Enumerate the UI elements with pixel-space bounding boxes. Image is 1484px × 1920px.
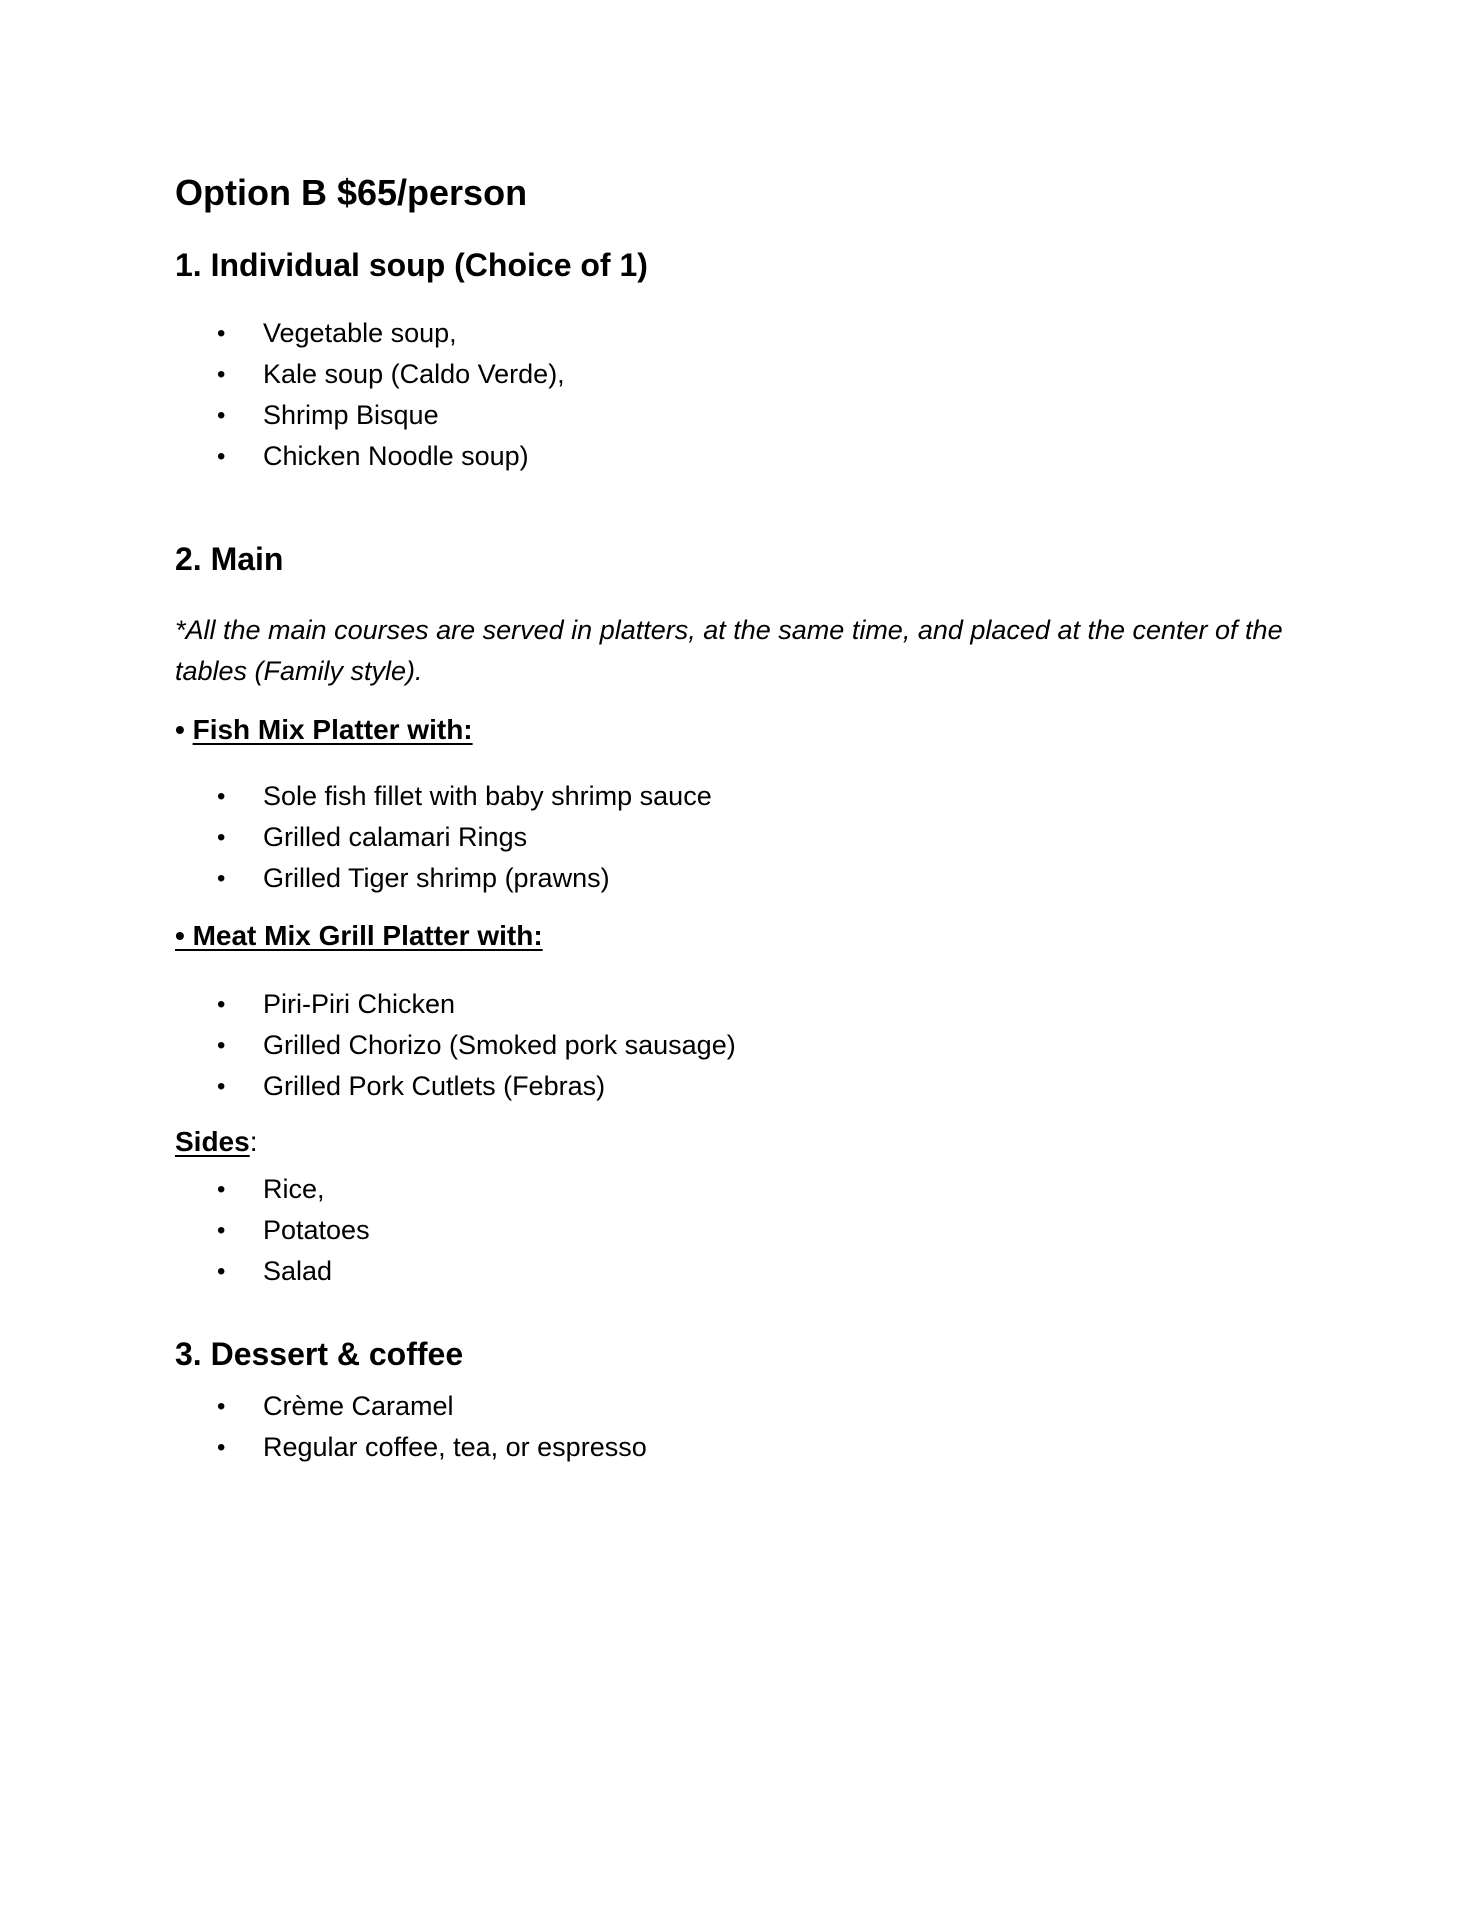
list-item: • Salad [175, 1251, 370, 1292]
list-item: • Grilled Chorizo (Smoked pork sausage) [175, 1025, 736, 1066]
fish-platter-list [175, 776, 712, 899]
list-item: • Grilled Tiger shrimp (prawns) [175, 858, 712, 899]
list-item: • Potatoes [175, 1210, 370, 1251]
soup-heading: 1. Individual soup (Choice of 1) [175, 247, 648, 283]
soup-list [175, 313, 565, 477]
list-item: • Crème Caramel [175, 1386, 647, 1427]
bullet-icon: • [217, 1073, 226, 1100]
bullet-icon: • [217, 443, 226, 470]
bullet-icon: • [217, 402, 226, 429]
bullet-icon: • [217, 1032, 226, 1059]
main-heading: 2. Main [175, 541, 284, 577]
bullet-icon: • [217, 783, 226, 810]
dessert-heading: 3. Dessert & coffee [175, 1336, 464, 1372]
list-item: • Shrimp Bisque [175, 395, 565, 436]
sides-list [175, 1169, 370, 1292]
bullet-icon: • [217, 1258, 226, 1285]
list-item: • Vegetable soup, [175, 313, 565, 354]
list-item: • Grilled Pork Cutlets (Febras) [175, 1066, 736, 1107]
bullet-icon: • [217, 361, 226, 388]
list-item: • Piri-Piri Chicken [175, 984, 736, 1025]
bullet-icon: • [217, 1176, 226, 1203]
bullet-icon: • [217, 1217, 226, 1244]
list-item: • Rice, [175, 1169, 370, 1210]
page-title: Option B $65/person [175, 172, 528, 213]
bullet-icon: • [217, 1393, 226, 1420]
bullet-icon: • [217, 1434, 226, 1461]
bullet-icon: • [217, 865, 226, 892]
bullet-icon: • [217, 824, 226, 851]
list-item: • Sole fish fillet with baby shrimp sauce [175, 776, 712, 817]
bullet-icon: • [217, 991, 226, 1018]
list-item: • Chicken Noodle soup) [175, 436, 565, 477]
meat-platter-list [175, 984, 736, 1107]
list-item: • Grilled calamari Rings [175, 817, 712, 858]
bullet-icon: • [217, 320, 226, 347]
main-note: *All the main courses are served in platters, at the same time, and placed at the center of the tables (Family style). [175, 615, 1283, 686]
meat-platter-heading: • Meat Mix Grill Platter with: [175, 920, 543, 951]
fish-platter-heading: • Fish Mix Platter with: [175, 714, 473, 745]
list-item: • Kale soup (Caldo Verde), [175, 354, 565, 395]
sides-heading: Sides: [175, 1126, 258, 1157]
list-item: • Regular coffee, tea, or espresso [175, 1427, 647, 1468]
dessert-list [175, 1386, 647, 1468]
